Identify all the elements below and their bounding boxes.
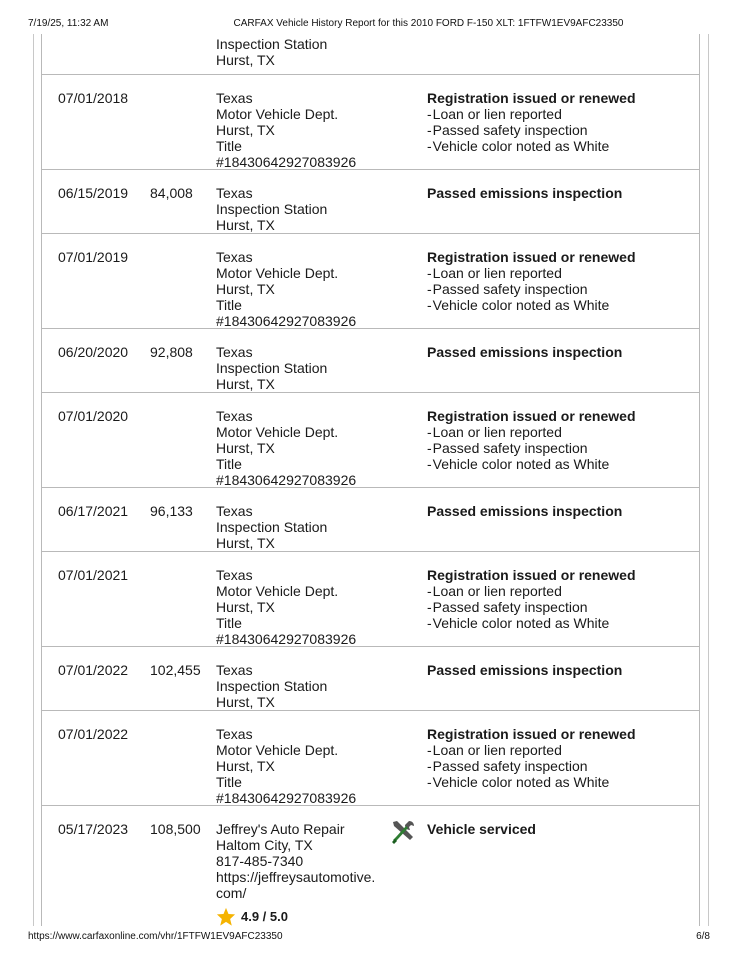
source-cell (216, 503, 386, 551)
source-line: Inspection Station (216, 519, 328, 535)
source-line: Hurst, TX (216, 440, 275, 456)
source-line: Texas (216, 90, 253, 106)
event-detail: - Passed safety inspection (427, 440, 697, 456)
mileage-cell: 84,008 (150, 185, 193, 201)
shop-location: Haltom City, TX (216, 837, 313, 853)
comments-cell (427, 408, 697, 472)
source-line: Hurst, TX (216, 599, 275, 615)
history-table (41, 34, 700, 926)
print-title: CARFAX Vehicle History Report for this 2010 FORD F-150 XLT: 1FTFW1EV9AFC23350 (233, 18, 624, 29)
event-detail: - Passed safety inspection (427, 758, 697, 774)
source-line: Hurst, TX (216, 281, 275, 297)
source-line: Hurst, TX (216, 535, 275, 551)
outer-border-left (33, 34, 34, 926)
comments-cell (427, 567, 697, 631)
mileage-cell: 96,133 (150, 503, 193, 519)
shop-name: Jeffrey's Auto Repair (216, 821, 345, 837)
source-line: Title (216, 774, 242, 790)
mileage-cell: 92,808 (150, 344, 193, 360)
source-cell (216, 821, 386, 926)
shop-website-link[interactable]: https://jeffreysautomotive.com/ (216, 869, 376, 901)
source-line: #18430642927083926 (216, 631, 357, 647)
source-line: Motor Vehicle Dept. (216, 424, 339, 440)
tools-icon (389, 818, 417, 846)
event-headline: Passed emissions inspection (427, 185, 623, 201)
source-line: Motor Vehicle Dept. (216, 265, 339, 281)
date-cell: 07/01/2019 (58, 249, 129, 265)
source-line: Texas (216, 249, 253, 265)
date-cell: 06/20/2020 (58, 344, 129, 360)
history-row (42, 234, 699, 329)
date-cell: 07/01/2022 (58, 726, 129, 742)
source-line: Texas (216, 726, 253, 742)
source-line: Texas (216, 662, 253, 678)
event-headline: Registration issued or renewed (427, 408, 636, 424)
date-cell: 07/01/2018 (58, 90, 129, 106)
event-headline: Registration issued or renewed (427, 567, 636, 583)
print-timestamp: 7/19/25, 11:32 AM (28, 18, 109, 29)
source-cell (216, 36, 386, 68)
page-number: 6/8 (696, 931, 710, 942)
source-cell (216, 662, 386, 710)
source-line: Hurst, TX (216, 758, 275, 774)
source-line: Inspection Station (216, 360, 328, 376)
history-row (42, 393, 699, 488)
source-line: Hurst, TX (216, 122, 275, 138)
history-row (42, 806, 699, 926)
date-cell: 07/01/2022 (58, 662, 129, 678)
source-line: Motor Vehicle Dept. (216, 742, 339, 758)
event-detail: - Vehicle color noted as White (427, 138, 697, 154)
history-row (42, 75, 699, 170)
source-line: Inspection Station (216, 201, 328, 217)
source-line: #18430642927083926 (216, 313, 357, 329)
print-header (0, 0, 742, 34)
event-headline: Passed emissions inspection (427, 503, 623, 519)
source-line: Title (216, 138, 242, 154)
history-row (42, 552, 699, 647)
source-line: #18430642927083926 (216, 154, 357, 170)
source-line: #18430642927083926 (216, 472, 357, 488)
source-line: Hurst, TX (216, 217, 275, 233)
source-line: Inspection Station (216, 36, 328, 52)
event-headline: Passed emissions inspection (427, 344, 623, 360)
event-detail: - Loan or lien reported (427, 742, 697, 758)
source-cell (216, 249, 386, 329)
mileage-cell: 102,455 (150, 662, 201, 678)
source-cell (216, 185, 386, 233)
history-row-fragment (42, 34, 699, 75)
history-row (42, 488, 699, 552)
comments-cell (427, 662, 697, 678)
shop-rating[interactable] (216, 907, 386, 926)
event-detail: - Vehicle color noted as White (427, 297, 697, 313)
mileage-cell: 108,500 (150, 821, 201, 837)
event-detail: - Loan or lien reported (427, 265, 697, 281)
comments-cell (427, 726, 697, 790)
outer-border-right (708, 34, 709, 926)
source-cell (216, 90, 386, 170)
event-detail: - Passed safety inspection (427, 599, 697, 615)
event-headline: Registration issued or renewed (427, 90, 636, 106)
source-line: Motor Vehicle Dept. (216, 106, 339, 122)
source-line: Hurst, TX (216, 376, 275, 392)
date-cell: 07/01/2021 (58, 567, 129, 583)
rating-value: 4.9 / 5.0 (241, 908, 288, 924)
source-line: Title (216, 297, 242, 313)
date-cell: 07/01/2020 (58, 408, 129, 424)
source-cell (216, 567, 386, 647)
event-detail: - Loan or lien reported (427, 583, 697, 599)
event-detail: - Loan or lien reported (427, 106, 697, 122)
comments-cell (427, 821, 697, 837)
source-line: Inspection Station (216, 678, 328, 694)
comments-cell (427, 503, 697, 519)
source-line: Texas (216, 344, 253, 360)
source-cell (216, 408, 386, 488)
source-line: Hurst, TX (216, 52, 275, 68)
history-row (42, 170, 699, 234)
source-cell (216, 344, 386, 392)
history-row (42, 711, 699, 806)
event-detail: - Passed safety inspection (427, 281, 697, 297)
date-cell: 06/17/2021 (58, 503, 129, 519)
comments-cell (427, 185, 697, 201)
source-line: Motor Vehicle Dept. (216, 583, 339, 599)
source-line: Texas (216, 408, 253, 424)
event-detail: - Passed safety inspection (427, 122, 697, 138)
event-detail: - Vehicle color noted as White (427, 774, 697, 790)
date-cell: 05/17/2023 (58, 821, 129, 837)
comments-cell (427, 90, 697, 154)
source-line: Title (216, 615, 242, 631)
event-headline: Registration issued or renewed (427, 249, 636, 265)
star-icon (216, 907, 236, 926)
shop-phone[interactable]: 817-485-7340 (216, 853, 304, 869)
history-row (42, 329, 699, 393)
event-headline: Registration issued or renewed (427, 726, 636, 742)
event-detail: - Loan or lien reported (427, 424, 697, 440)
source-line: Texas (216, 567, 253, 583)
event-headline: Passed emissions inspection (427, 662, 623, 678)
comments-cell (427, 249, 697, 313)
source-line: Texas (216, 503, 253, 519)
source-line: Texas (216, 185, 253, 201)
source-cell (216, 726, 386, 806)
event-detail: - Vehicle color noted as White (427, 456, 697, 472)
source-line: Title (216, 456, 242, 472)
comments-cell (427, 344, 697, 360)
event-detail: - Vehicle color noted as White (427, 615, 697, 631)
source-line: #18430642927083926 (216, 790, 357, 806)
source-line: Hurst, TX (216, 694, 275, 710)
print-url: https://www.carfaxonline.com/vhr/1FTFW1EV9AFC23350 (28, 931, 283, 942)
event-headline: Vehicle serviced (427, 821, 536, 837)
history-row (42, 647, 699, 711)
date-cell: 06/15/2019 (58, 185, 129, 201)
